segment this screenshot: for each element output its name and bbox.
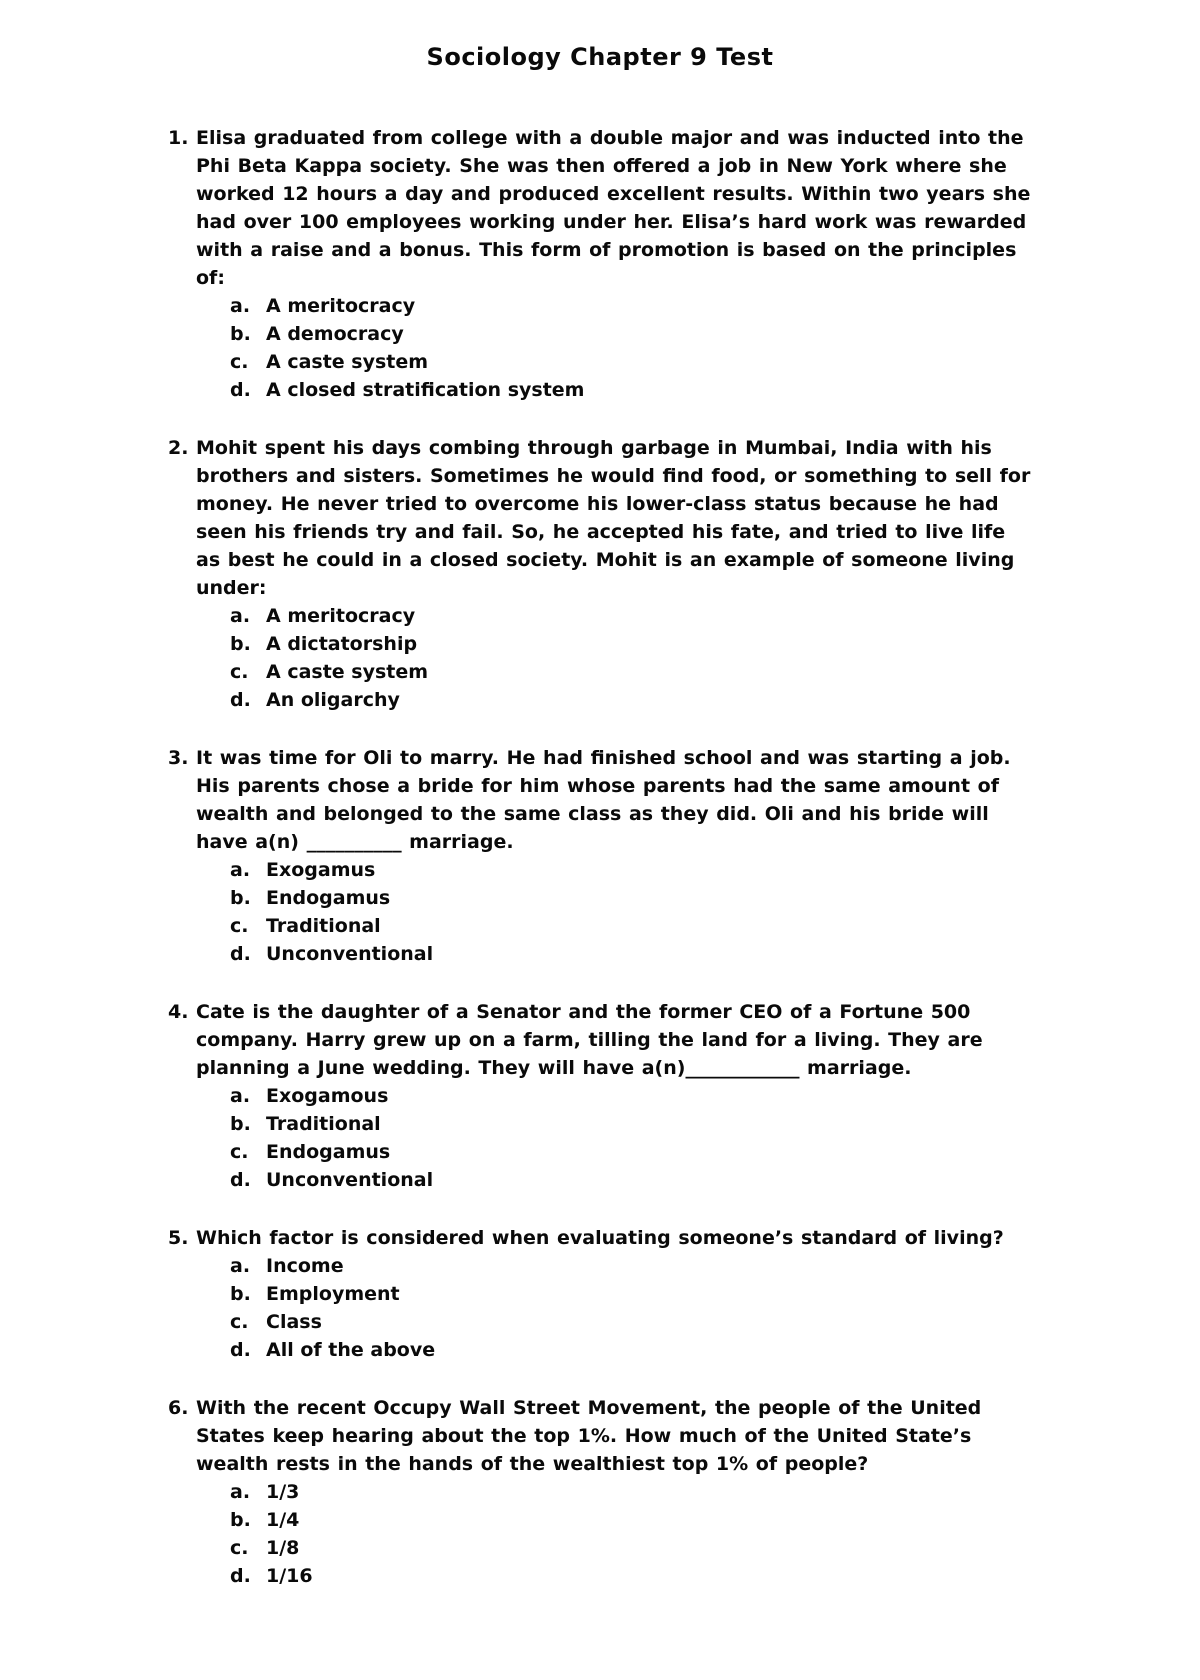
question-number: 6.: [168, 1397, 189, 1419]
option-letter: a.: [230, 295, 251, 317]
option-letter: a.: [230, 605, 251, 627]
question-5-options: [230, 1252, 1032, 1364]
question-4-row: [168, 998, 1032, 1082]
option-label: Exogamus: [266, 859, 376, 881]
option-letter: c.: [230, 915, 249, 937]
question-2: [168, 434, 1032, 714]
option: [230, 1562, 1032, 1590]
option-letter: c.: [230, 1311, 249, 1333]
option-letter: b.: [230, 633, 251, 655]
option: [230, 1534, 1032, 1562]
option: [230, 1308, 1032, 1336]
option-letter: c.: [230, 351, 249, 373]
question-2-options: [230, 602, 1032, 714]
option-letter: b.: [230, 1509, 251, 1531]
question-3-options: [230, 856, 1032, 968]
option: [230, 320, 1032, 348]
option-letter: d.: [230, 689, 251, 711]
question-4: [168, 998, 1032, 1194]
option-label: A meritocracy: [266, 605, 416, 627]
option-label: A closed stratification system: [266, 379, 585, 401]
question-1-options: [230, 292, 1032, 404]
question-text: With the recent Occupy Wall Street Movement, the people of the United States keep hearing about the top 1%. How much of the United State’s wealth rests in the hands of the wealthiest top 1% of people?: [196, 1397, 982, 1475]
option-letter: b.: [230, 887, 251, 909]
option-letter: b.: [230, 1283, 251, 1305]
option: [230, 292, 1032, 320]
option-label: A dictatorship: [266, 633, 418, 655]
option: [230, 1110, 1032, 1138]
option: [230, 940, 1032, 968]
option-label: Unconventional: [266, 943, 434, 965]
option: [230, 884, 1032, 912]
question-3: [168, 744, 1032, 968]
option-letter: d.: [230, 379, 251, 401]
question-number: 1.: [168, 127, 189, 149]
option-label: An oligarchy: [266, 689, 400, 711]
option-label: A caste system: [266, 661, 429, 683]
option: [230, 1478, 1032, 1506]
option-label: Income: [266, 1255, 344, 1277]
option-letter: c.: [230, 1537, 249, 1559]
option-letter: d.: [230, 1565, 251, 1587]
option-label: Traditional: [266, 915, 381, 937]
question-text: It was time for Oli to marry. He had finished school and was starting a job. His parents chose a bride for him whose parents had the same amount of wealth and belonged to the same class as they did. Oli and his bride will have a(n) __________ marriage.: [196, 747, 1011, 853]
option-label: Class: [266, 1311, 322, 1333]
option-label: 1/4: [266, 1509, 300, 1531]
option-letter: d.: [230, 1339, 251, 1361]
option: [230, 1138, 1032, 1166]
option-label: Unconventional: [266, 1169, 434, 1191]
option-letter: a.: [230, 1255, 251, 1277]
question-3-row: [168, 744, 1032, 856]
option-letter: d.: [230, 1169, 251, 1191]
question-5: [168, 1224, 1032, 1364]
question-number: 4.: [168, 1001, 189, 1023]
question-1: [168, 124, 1032, 404]
option: [230, 348, 1032, 376]
option-letter: c.: [230, 1141, 249, 1163]
question-text: Elisa graduated from college with a double major and was inducted into the Phi Beta Kappa society. She was then offered a job in New York where she worked 12 hours a day and produced excellent results. Within two years she had over 100 employees working under her. Elisa’s hard work was rewarded with a raise and a bonus. This form of promotion is based on the principles of:: [196, 127, 1031, 289]
question-2-row: [168, 434, 1032, 602]
option-letter: b.: [230, 323, 251, 345]
option-label: A caste system: [266, 351, 429, 373]
option-label: All of the above: [266, 1339, 436, 1361]
option: [230, 856, 1032, 884]
option-letter: b.: [230, 1113, 251, 1135]
question-5-row: [168, 1224, 1032, 1252]
option: [230, 1082, 1032, 1110]
option: [230, 1166, 1032, 1194]
option: [230, 1252, 1032, 1280]
option-label: Endogamus: [266, 1141, 391, 1163]
option: [230, 1280, 1032, 1308]
option: [230, 686, 1032, 714]
option-label: Traditional: [266, 1113, 381, 1135]
option-label: Endogamus: [266, 887, 391, 909]
option: [230, 912, 1032, 940]
question-text: Mohit spent his days combing through garbage in Mumbai, India with his brothers and sisters. Sometimes he would find food, or something to sell for money. He never tried to overcome his lower-class status because he had seen his friends try and fail. So, he accepted his fate, and tried to live life as best he could in a closed society. Mohit is an example of someone living under:: [196, 437, 1031, 599]
option: [230, 1506, 1032, 1534]
option-label: Exogamous: [266, 1085, 389, 1107]
option: [230, 602, 1032, 630]
question-6: [168, 1394, 1032, 1590]
question-text: Cate is the daughter of a Senator and the former CEO of a Fortune 500 company. Harry grew up on a farm, tilling the land for a living. They are planning a June wedding. They will have a(n)____________ marriage.: [196, 1001, 983, 1079]
option-label: A meritocracy: [266, 295, 416, 317]
option-letter: a.: [230, 1481, 251, 1503]
question-number: 3.: [168, 747, 189, 769]
option-label: 1/3: [266, 1481, 300, 1503]
question-1-row: [168, 124, 1032, 292]
question-text: Which factor is considered when evaluating someone’s standard of living?: [196, 1227, 1004, 1249]
option: [230, 376, 1032, 404]
question-number: 5.: [168, 1227, 189, 1249]
question-6-options: [230, 1478, 1032, 1590]
option-letter: d.: [230, 943, 251, 965]
option-label: A democracy: [266, 323, 404, 345]
question-number: 2.: [168, 437, 189, 459]
option-label: 1/16: [266, 1565, 313, 1587]
question-6-row: [168, 1394, 1032, 1478]
option: [230, 630, 1032, 658]
option-label: 1/8: [266, 1537, 300, 1559]
option-label: Employment: [266, 1283, 400, 1305]
option-letter: c.: [230, 661, 249, 683]
option: [230, 658, 1032, 686]
page-title: Sociology Chapter 9 Test: [426, 43, 774, 71]
option-letter: a.: [230, 1085, 251, 1107]
option-letter: a.: [230, 859, 251, 881]
question-4-options: [230, 1082, 1032, 1194]
option: [230, 1336, 1032, 1364]
